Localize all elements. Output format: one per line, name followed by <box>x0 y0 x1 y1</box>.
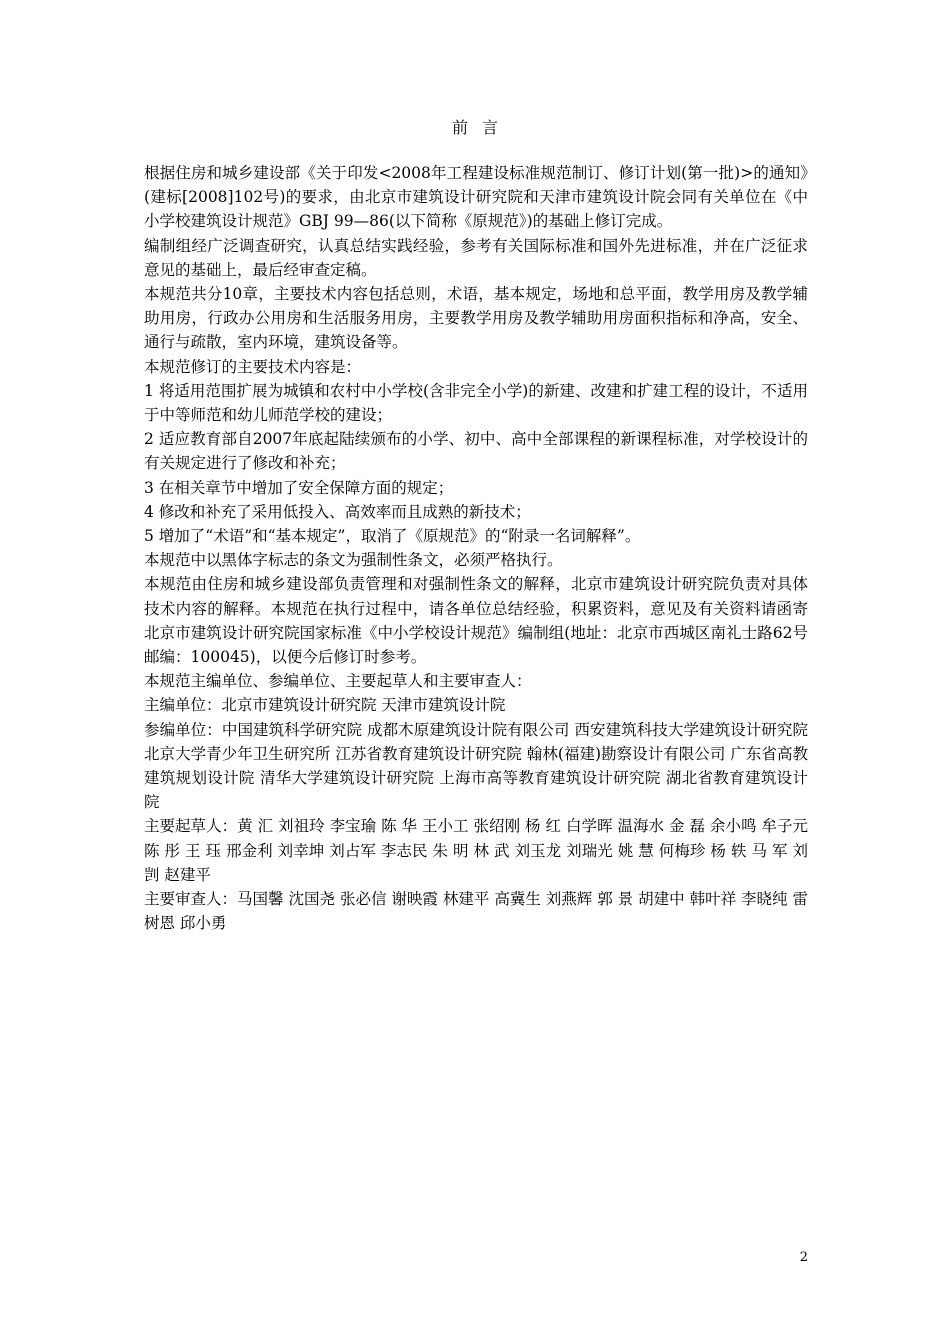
document-body <box>144 161 808 936</box>
page-number: 2 <box>799 1250 808 1265</box>
page-title: 前言 <box>451 118 512 137</box>
revision-item-3: 3 在相关章节中增加了安全保障方面的规定； <box>144 478 454 497</box>
paragraph-contents: 本规范共分10章，主要技术内容包括总则，术语，基本规定，场地和总平面，教学用房及教学辅助用房，行政办公用房和生活服务用房，主要教学用房及教学辅助用房面积指标和净高，安全、通行与疏散，室内环境，建筑设备等。 <box>144 285 808 352</box>
paragraph-drafters: 主要起草人：黄 汇 刘祖玲 李宝瑜 陈 华 王小工 张绍刚 杨 红 白学晖 温海水 金 磊 余小鸣 牟子元 陈 彤 王 珏 邢金利 刘幸坤 刘占军 李志民 朱 明 林 武 刘玉龙 刘瑞光 姚 慧 何梅珍 杨 轶 马 军 刘 剀 赵建平 <box>144 817 808 884</box>
revision-item-4: 4 修改和补充了采用低投入、高效率而且成熟的新技术； <box>144 502 531 521</box>
paragraph-mandatory: 本规范中以黑体字标志的条文为强制性条文，必须严格执行。 <box>144 551 563 570</box>
revision-item-5: 5 增加了“术语”和“基本规定”，取消了《原规范》的“附录一名词解释”。 <box>144 527 641 546</box>
paragraph-compilation: 编制组经广泛调查研究，认真总结实践经验，参考有关国际标准和国外先进标准，并在广泛征求意见的基础上，最后经审查定稿。 <box>144 236 808 279</box>
paragraph-reviewers: 主要审查人：马国馨 沈国尧 张必信 谢映霞 林建平 高冀生 刘燕辉 郭 景 胡建中 韩叶祥 李晓纯 雷树恩 邱小勇 <box>144 890 808 933</box>
paragraph-management: 本规范由住房和城乡建设部负责管理和对强制性条文的解释，北京市建筑设计研究院负责对具体技术内容的解释。本规范在执行过程中，请各单位总结经验，积累资料，意见及有关资料请函寄北京市建筑设计研究院国家标准《中小学校设计规范》编制组(地址：北京市西城区南礼士路62号邮编：100045)，以便今后修订时参考。 <box>144 575 808 667</box>
paragraph-participating-units: 参编单位：中国建筑科学研究院 成都木原建筑设计院有限公司 西安建筑科技大学建筑设计研究院 北京大学青少年卫生研究所 江苏省教育建筑设计研究院 翰林(福建)勘察设计有限公司 广东省高教建筑规划设计院 清华大学建筑设计研究院 上海市高等教育建筑设计研究院 湖北省教育建筑设计院 <box>144 720 808 812</box>
paragraph-chief-units: 主编单位：北京市建筑设计研究院 天津市建筑设计院 <box>144 696 506 715</box>
paragraph-basis: 根据住房和城乡建设部《关于印发<2008年工程建设标准规范制订、修订计划(第一批)>的通知》(建标[2008]102号)的要求，由北京市建筑设计研究院和天津市建筑设计院会同有关单位在《中小学校建筑设计规范》GBJ 99—86(以下简称《原规范》)的基础上修订完成。 <box>144 164 808 231</box>
paragraph-units-intro: 本规范主编单位、参编单位、主要起草人和主要审查人： <box>144 672 532 691</box>
revision-item-1: 1 将适用范围扩展为城镇和农村中小学校(含非完全小学)的新建、改建和扩建工程的设计，不适用于中等师范和幼儿师范学校的建设； <box>144 381 808 425</box>
revision-item-2: 2 适应教育部自2007年底起陆续颁布的小学、初中、高中全部课程的新课程标准，对学校设计的有关规定进行了修改和补充； <box>144 430 808 473</box>
paragraph-revision-intro: 本规范修订的主要技术内容是： <box>144 357 362 376</box>
